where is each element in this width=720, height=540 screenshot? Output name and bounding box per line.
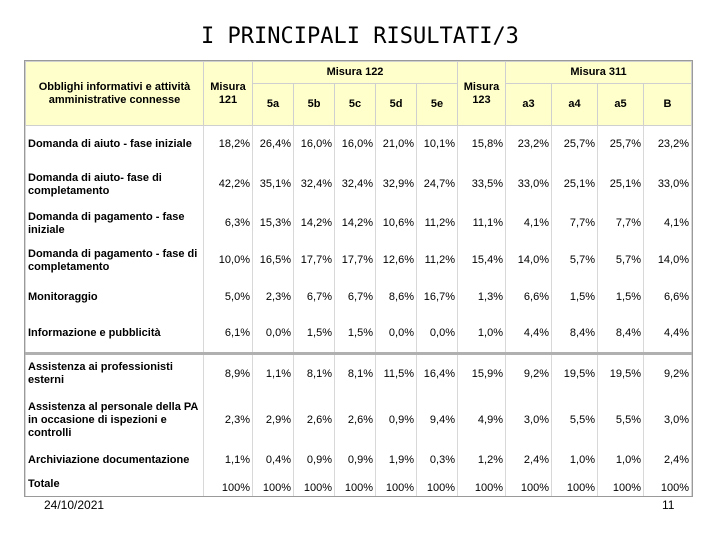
cell-value: 7,7% xyxy=(552,206,598,242)
cell-value: 100% xyxy=(644,474,692,496)
table-row xyxy=(26,354,692,394)
cell-value: 16,4% xyxy=(417,354,458,394)
header-misura123: Misura 123 xyxy=(458,62,506,126)
cell-value: 19,5% xyxy=(598,354,644,394)
table-row xyxy=(26,126,692,164)
cell-value: 1,5% xyxy=(552,280,598,316)
cell-value: 25,1% xyxy=(552,164,598,206)
cell-value: 12,6% xyxy=(376,242,417,280)
cell-value: 100% xyxy=(253,474,294,496)
cell-value: 16,5% xyxy=(253,242,294,280)
cell-value: 1,0% xyxy=(598,448,644,474)
cell-value: 8,1% xyxy=(335,354,376,394)
cell-value: 5,7% xyxy=(598,242,644,280)
cell-value: 100% xyxy=(417,474,458,496)
page-number: 11 xyxy=(662,498,675,512)
cell-value: 9,4% xyxy=(417,394,458,448)
cell-value: 6,3% xyxy=(204,206,253,242)
cell-value: 8,1% xyxy=(294,354,335,394)
cell-value: 7,7% xyxy=(598,206,644,242)
cell-value: 6,6% xyxy=(506,280,552,316)
results-table xyxy=(25,61,692,496)
cell-value: 11,5% xyxy=(376,354,417,394)
cell-value: 33,0% xyxy=(644,164,692,206)
cell-value: 2,6% xyxy=(335,394,376,448)
cell-value: 16,0% xyxy=(294,126,335,164)
cell-value: 2,6% xyxy=(294,394,335,448)
cell-value: 1,5% xyxy=(294,316,335,354)
row-label: Totale xyxy=(26,474,204,496)
cell-value: 8,4% xyxy=(552,316,598,354)
cell-value: 14,2% xyxy=(335,206,376,242)
subheader-b: B xyxy=(644,84,692,126)
row-label: Assistenza ai professionisti esterni xyxy=(26,354,204,394)
cell-value: 8,9% xyxy=(204,354,253,394)
cell-value: 5,7% xyxy=(552,242,598,280)
cell-value: 1,0% xyxy=(458,316,506,354)
cell-value: 100% xyxy=(506,474,552,496)
header-misura121: Misura 121 xyxy=(204,62,253,126)
cell-value: 6,6% xyxy=(644,280,692,316)
cell-value: 0,0% xyxy=(253,316,294,354)
cell-value: 21,0% xyxy=(376,126,417,164)
cell-value: 2,3% xyxy=(253,280,294,316)
cell-value: 14,0% xyxy=(506,242,552,280)
cell-value: 9,2% xyxy=(506,354,552,394)
table-row xyxy=(26,242,692,280)
row-label: Domanda di aiuto - fase iniziale xyxy=(26,126,204,164)
cell-value: 4,1% xyxy=(506,206,552,242)
cell-value: 5,0% xyxy=(204,280,253,316)
cell-value: 1,5% xyxy=(335,316,376,354)
cell-value: 16,7% xyxy=(417,280,458,316)
cell-value: 10,6% xyxy=(376,206,417,242)
subheader-a5: a5 xyxy=(598,84,644,126)
footer-date: 24/10/2021 xyxy=(44,498,105,512)
cell-value: 11,2% xyxy=(417,206,458,242)
cell-value: 4,4% xyxy=(644,316,692,354)
row-label: Informazione e pubblicità xyxy=(26,316,204,354)
subheader-5e: 5e xyxy=(417,84,458,126)
cell-value: 3,0% xyxy=(644,394,692,448)
cell-value: 15,8% xyxy=(458,126,506,164)
cell-value: 1,9% xyxy=(376,448,417,474)
cell-value: 23,2% xyxy=(506,126,552,164)
cell-value: 100% xyxy=(294,474,335,496)
cell-value: 24,7% xyxy=(417,164,458,206)
cell-value: 100% xyxy=(204,474,253,496)
row-label: Domanda di pagamento - fase di completamento xyxy=(26,242,204,280)
page-title: I PRINCIPALI RISULTATI/3 xyxy=(201,24,519,49)
cell-value: 0,9% xyxy=(335,448,376,474)
results-table-container xyxy=(24,60,693,497)
cell-value: 32,4% xyxy=(294,164,335,206)
row-label: Assistenza al personale della PA in occasione di ispezioni e controlli xyxy=(26,394,204,448)
table-row xyxy=(26,394,692,448)
subheader-5a: 5a xyxy=(253,84,294,126)
cell-value: 2,4% xyxy=(506,448,552,474)
header-first-col: Obblighi informativi e attività amministrative connesse xyxy=(26,62,204,126)
cell-value: 1,5% xyxy=(598,280,644,316)
cell-value: 0,9% xyxy=(294,448,335,474)
cell-value: 100% xyxy=(598,474,644,496)
cell-value: 0,0% xyxy=(417,316,458,354)
cell-value: 0,0% xyxy=(376,316,417,354)
cell-value: 5,5% xyxy=(552,394,598,448)
cell-value: 25,1% xyxy=(598,164,644,206)
cell-value: 15,3% xyxy=(253,206,294,242)
cell-value: 9,2% xyxy=(644,354,692,394)
cell-value: 6,1% xyxy=(204,316,253,354)
cell-value: 1,1% xyxy=(253,354,294,394)
cell-value: 10,1% xyxy=(417,126,458,164)
cell-value: 1,1% xyxy=(204,448,253,474)
cell-value: 4,9% xyxy=(458,394,506,448)
cell-value: 1,3% xyxy=(458,280,506,316)
cell-value: 16,0% xyxy=(335,126,376,164)
subheader-5b: 5b xyxy=(294,84,335,126)
table-row xyxy=(26,280,692,316)
cell-value: 10,0% xyxy=(204,242,253,280)
table-row xyxy=(26,448,692,474)
cell-value: 2,4% xyxy=(644,448,692,474)
cell-value: 17,7% xyxy=(294,242,335,280)
cell-value: 4,4% xyxy=(506,316,552,354)
cell-value: 32,9% xyxy=(376,164,417,206)
header-misura122: Misura 122 xyxy=(253,62,458,84)
cell-value: 2,9% xyxy=(253,394,294,448)
cell-value: 33,0% xyxy=(506,164,552,206)
cell-value: 25,7% xyxy=(598,126,644,164)
cell-value: 100% xyxy=(552,474,598,496)
cell-value: 35,1% xyxy=(253,164,294,206)
cell-value: 100% xyxy=(458,474,506,496)
row-label: Domanda di aiuto- fase di completamento xyxy=(26,164,204,206)
cell-value: 26,4% xyxy=(253,126,294,164)
cell-value: 100% xyxy=(376,474,417,496)
cell-value: 11,1% xyxy=(458,206,506,242)
cell-value: 14,0% xyxy=(644,242,692,280)
cell-value: 25,7% xyxy=(552,126,598,164)
cell-value: 33,5% xyxy=(458,164,506,206)
table-row xyxy=(26,206,692,242)
cell-value: 0,4% xyxy=(253,448,294,474)
table-row xyxy=(26,316,692,354)
header-misura311: Misura 311 xyxy=(506,62,692,84)
cell-value: 42,2% xyxy=(204,164,253,206)
subheader-a3: a3 xyxy=(506,84,552,126)
cell-value: 3,0% xyxy=(506,394,552,448)
cell-value: 14,2% xyxy=(294,206,335,242)
cell-value: 18,2% xyxy=(204,126,253,164)
cell-value: 2,3% xyxy=(204,394,253,448)
cell-value: 100% xyxy=(335,474,376,496)
table-row xyxy=(26,164,692,206)
cell-value: 5,5% xyxy=(598,394,644,448)
cell-value: 15,9% xyxy=(458,354,506,394)
table-row xyxy=(26,474,692,496)
cell-value: 0,9% xyxy=(376,394,417,448)
cell-value: 8,4% xyxy=(598,316,644,354)
subheader-5d: 5d xyxy=(376,84,417,126)
cell-value: 11,2% xyxy=(417,242,458,280)
cell-value: 15,4% xyxy=(458,242,506,280)
cell-value: 23,2% xyxy=(644,126,692,164)
cell-value: 8,6% xyxy=(376,280,417,316)
cell-value: 19,5% xyxy=(552,354,598,394)
row-label: Archiviazione documentazione xyxy=(26,448,204,474)
cell-value: 17,7% xyxy=(335,242,376,280)
cell-value: 1,0% xyxy=(552,448,598,474)
subheader-5c: 5c xyxy=(335,84,376,126)
cell-value: 1,2% xyxy=(458,448,506,474)
cell-value: 32,4% xyxy=(335,164,376,206)
cell-value: 0,3% xyxy=(417,448,458,474)
cell-value: 6,7% xyxy=(294,280,335,316)
cell-value: 6,7% xyxy=(335,280,376,316)
row-label: Monitoraggio xyxy=(26,280,204,316)
row-label: Domanda di pagamento - fase iniziale xyxy=(26,206,204,242)
subheader-a4: a4 xyxy=(552,84,598,126)
cell-value: 4,1% xyxy=(644,206,692,242)
